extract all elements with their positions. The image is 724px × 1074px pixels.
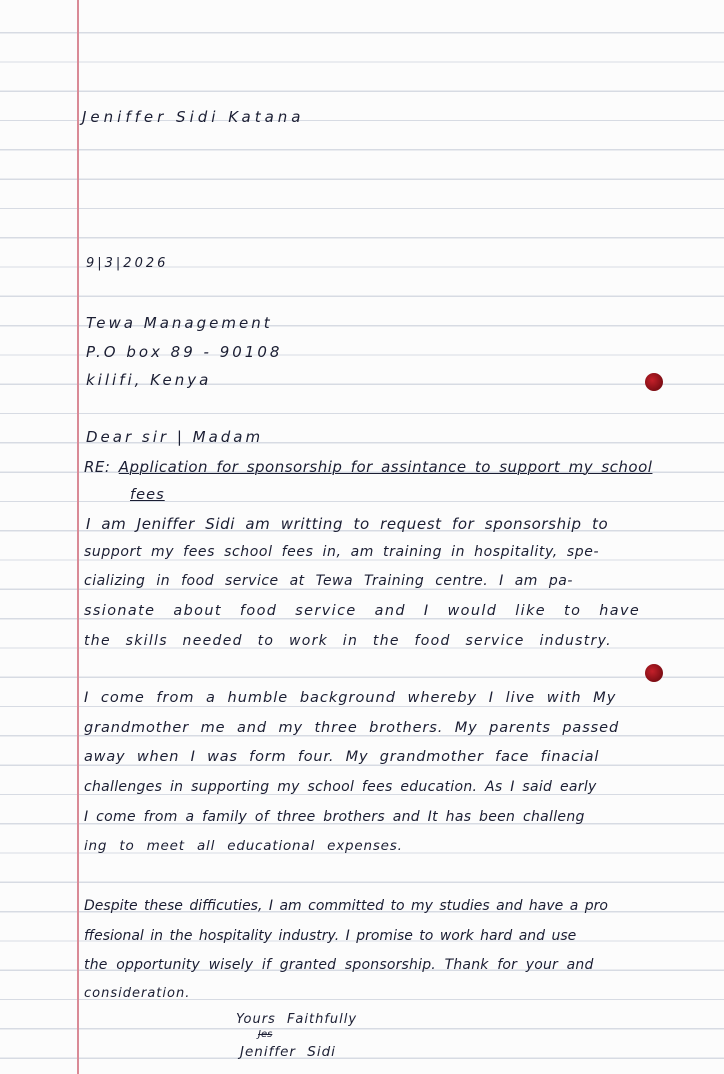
binder-hole	[645, 373, 663, 391]
paragraph-2-line: challenges in supporting my school fees education. As I said early	[84, 779, 597, 795]
subject-continuation: fees	[130, 486, 165, 503]
paragraph-3-line: Despite these difficuties, I am committed to my studies and have a pro	[84, 898, 608, 914]
paragraph-1-line: the skills needed to work in the food service industry.	[84, 633, 612, 649]
paragraph-1-line: support my fees school fees in, am training in hospitality, spe-	[84, 544, 600, 560]
paragraph-1-line: ssionate about food service and I would like to have	[84, 603, 641, 619]
signature: Jeniffer Sidi	[240, 1044, 336, 1060]
closing-phrase: Yours Faithfully	[236, 1012, 358, 1027]
paragraph-1-line: I am Jeniffer Sidi am writting to request for sponsorship to	[86, 515, 609, 533]
struck-text: Jes	[258, 1029, 273, 1040]
paragraph-1-line: cializing in food service at Tewa Training centre. I am pa-	[84, 573, 573, 589]
paragraph-2-line: I come from a humble background whereby I live with My	[84, 690, 617, 706]
subject-line	[84, 458, 652, 476]
margin-line	[77, 0, 79, 1074]
sender-name: Jeniffer Sidi Katana	[82, 108, 305, 126]
paragraph-2-line: I come from a family of three brothers and It has been challeng	[84, 809, 585, 825]
paragraph-3-line: ffesional in the hospitality industry. I promise to work hard and use	[84, 928, 577, 944]
paragraph-2-line: ing to meet all educational expenses.	[84, 838, 403, 854]
letter-date: 9|3|2026	[86, 256, 169, 271]
paragraph-3-line: the opportunity wisely if granted sponsorship. Thank for your and	[84, 957, 594, 973]
paragraph-2-line: grandmother me and my three brothers. My parents passed	[84, 720, 620, 736]
subject-prefix: RE:	[84, 458, 111, 476]
recipient-line-1: Tewa Management	[86, 314, 273, 332]
binder-hole	[645, 664, 663, 682]
paragraph-2-line: away when I was form four. My grandmother face finacial	[84, 749, 600, 765]
recipient-line-2: P.O box 89 - 90108	[86, 343, 283, 361]
paragraph-3-line: consideration.	[84, 986, 191, 1001]
subject-text: Application for sponsorship for assintance to support my school	[118, 458, 653, 476]
recipient-line-3: kilifi, Kenya	[86, 371, 212, 389]
salutation: Dear sir | Madam	[86, 428, 264, 446]
